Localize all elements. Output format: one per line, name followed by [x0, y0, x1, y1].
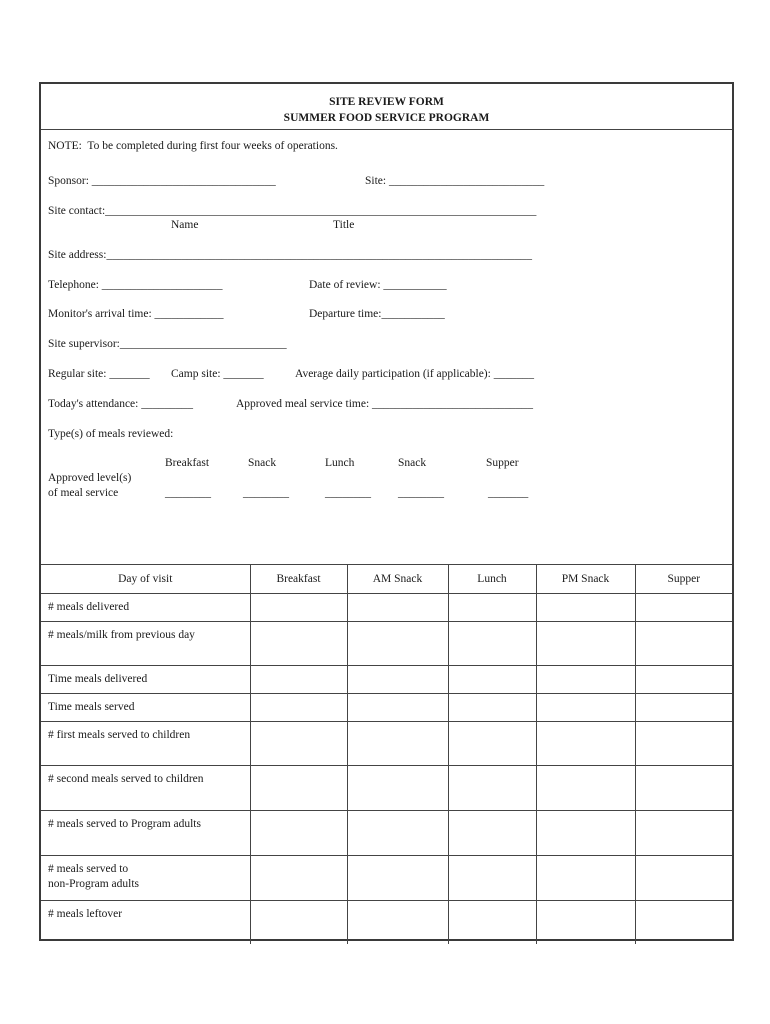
site-review-form [39, 82, 734, 941]
site-address-field[interactable]: Site address:__________________________________________________________________________ [48, 249, 532, 261]
table-cell[interactable] [635, 694, 732, 722]
table-row [41, 666, 732, 694]
table-cell[interactable] [250, 901, 347, 944]
approved-time-field[interactable]: Approved meal service time: ____________________________ [236, 398, 534, 410]
header-am-snack: AM Snack [347, 565, 448, 594]
meal-label-snack-2: Snack [398, 457, 427, 469]
table-cell[interactable] [536, 856, 635, 901]
row-label-non-program-adults: # meals served to non-Program adults [48, 863, 140, 890]
approved-level-label-1: Approved level(s) [48, 472, 132, 484]
table-cell[interactable] [635, 722, 732, 766]
table-cell[interactable] [347, 594, 448, 622]
meal-count-table [41, 564, 732, 944]
table-cell[interactable] [448, 694, 536, 722]
table-cell[interactable] [347, 901, 448, 944]
table-row [41, 594, 732, 622]
table-cell[interactable] [536, 901, 635, 944]
table-cell[interactable] [536, 811, 635, 856]
row-label-first-meals: # first meals served to children [48, 729, 191, 741]
approved-level-label-2: of meal service [48, 487, 119, 499]
site-contact-field[interactable]: Site contact:___________________________________________________________________________ [48, 205, 537, 217]
snack-1-level-blank[interactable]: ________ [243, 487, 289, 499]
table-cell[interactable] [635, 622, 732, 666]
header-breakfast: Breakfast [250, 565, 347, 594]
table-cell[interactable] [448, 622, 536, 666]
lunch-level-blank[interactable]: ________ [325, 487, 371, 499]
table-cell[interactable] [536, 766, 635, 811]
table-cell[interactable] [536, 722, 635, 766]
name-caption: Name [171, 219, 199, 231]
table-cell[interactable] [347, 856, 448, 901]
table-cell[interactable] [347, 666, 448, 694]
meal-label-breakfast: Breakfast [165, 457, 210, 469]
todays-attendance-field[interactable]: Today's attendance: _________ [48, 398, 193, 410]
table-cell[interactable] [448, 666, 536, 694]
row-label-meals-leftover: # meals leftover [48, 908, 123, 920]
meal-label-lunch: Lunch [325, 457, 355, 469]
departure-time-field[interactable]: Departure time:___________ [309, 308, 445, 320]
table-cell[interactable] [347, 694, 448, 722]
telephone-field[interactable]: Telephone: _____________________ [48, 279, 223, 291]
table-header-row [41, 565, 732, 594]
sponsor-field[interactable]: Sponsor: ________________________________ [48, 175, 276, 187]
table-cell[interactable] [635, 856, 732, 901]
row-label-meals-previous-day: # meals/milk from previous day [48, 629, 195, 641]
table-row [41, 766, 732, 811]
table-cell[interactable] [536, 694, 635, 722]
row-label-meals-delivered: # meals delivered [48, 601, 130, 613]
table-cell[interactable] [250, 694, 347, 722]
types-reviewed-label: Type(s) of meals reviewed: [48, 428, 174, 440]
title-caption: Title [333, 219, 355, 231]
avg-participation-field[interactable]: Average daily participation (if applicable): _______ [295, 368, 534, 380]
table-row [41, 901, 732, 944]
table-cell[interactable] [536, 622, 635, 666]
form-title: SITE REVIEW FORM [329, 96, 444, 108]
monitor-arrival-field[interactable]: Monitor's arrival time: ____________ [48, 308, 224, 320]
table-cell[interactable] [448, 811, 536, 856]
table-cell[interactable] [536, 666, 635, 694]
table-cell[interactable] [448, 766, 536, 811]
table-cell[interactable] [635, 594, 732, 622]
header-supper: Supper [635, 565, 732, 594]
table-cell[interactable] [448, 594, 536, 622]
table-cell[interactable] [448, 722, 536, 766]
table-row [41, 856, 732, 901]
breakfast-level-blank[interactable]: ________ [165, 487, 211, 499]
table-row [41, 811, 732, 856]
form-subtitle: SUMMER FOOD SERVICE PROGRAM [283, 112, 490, 124]
table-cell[interactable] [347, 722, 448, 766]
table-cell[interactable] [250, 766, 347, 811]
table-cell[interactable] [347, 766, 448, 811]
row-label-program-adults: # meals served to Program adults [48, 818, 201, 830]
table-row [41, 722, 732, 766]
table-cell[interactable] [635, 901, 732, 944]
table-cell[interactable] [250, 856, 347, 901]
table-cell[interactable] [250, 622, 347, 666]
table-cell[interactable] [250, 666, 347, 694]
camp-site-field[interactable]: Camp site: _______ [171, 368, 264, 380]
table-row [41, 622, 732, 666]
header-pm-snack: PM Snack [536, 565, 635, 594]
snack-2-level-blank[interactable]: ________ [398, 487, 444, 499]
table-cell[interactable] [635, 811, 732, 856]
table-cell[interactable] [448, 856, 536, 901]
table-cell[interactable] [347, 622, 448, 666]
row-label-time-delivered: Time meals delivered [48, 673, 148, 685]
table-row [41, 694, 732, 722]
table-cell[interactable] [250, 811, 347, 856]
table-cell[interactable] [250, 722, 347, 766]
site-supervisor-field[interactable]: Site supervisor:_____________________________ [48, 338, 287, 350]
supper-level-blank[interactable]: _______ [488, 487, 529, 499]
table-cell[interactable] [250, 594, 347, 622]
date-of-review-field[interactable]: Date of review: ___________ [309, 279, 447, 291]
header-day-of-visit: Day of visit [41, 565, 250, 594]
row-label-time-served: Time meals served [48, 701, 135, 713]
table-cell[interactable] [448, 901, 536, 944]
site-field[interactable]: Site: ___________________________ [365, 175, 545, 187]
table-cell[interactable] [635, 666, 732, 694]
table-cell[interactable] [635, 766, 732, 811]
meal-label-snack-1: Snack [248, 457, 277, 469]
header-lunch: Lunch [448, 565, 536, 594]
table-cell[interactable] [536, 594, 635, 622]
row-label-second-meals: # second meals served to children [48, 773, 204, 785]
form-header [41, 84, 732, 130]
regular-site-field[interactable]: Regular site: _______ [48, 368, 150, 380]
table-cell[interactable] [347, 811, 448, 856]
meal-label-supper: Supper [486, 457, 519, 469]
note-text: NOTE: To be completed during first four weeks of operations. [48, 140, 338, 152]
